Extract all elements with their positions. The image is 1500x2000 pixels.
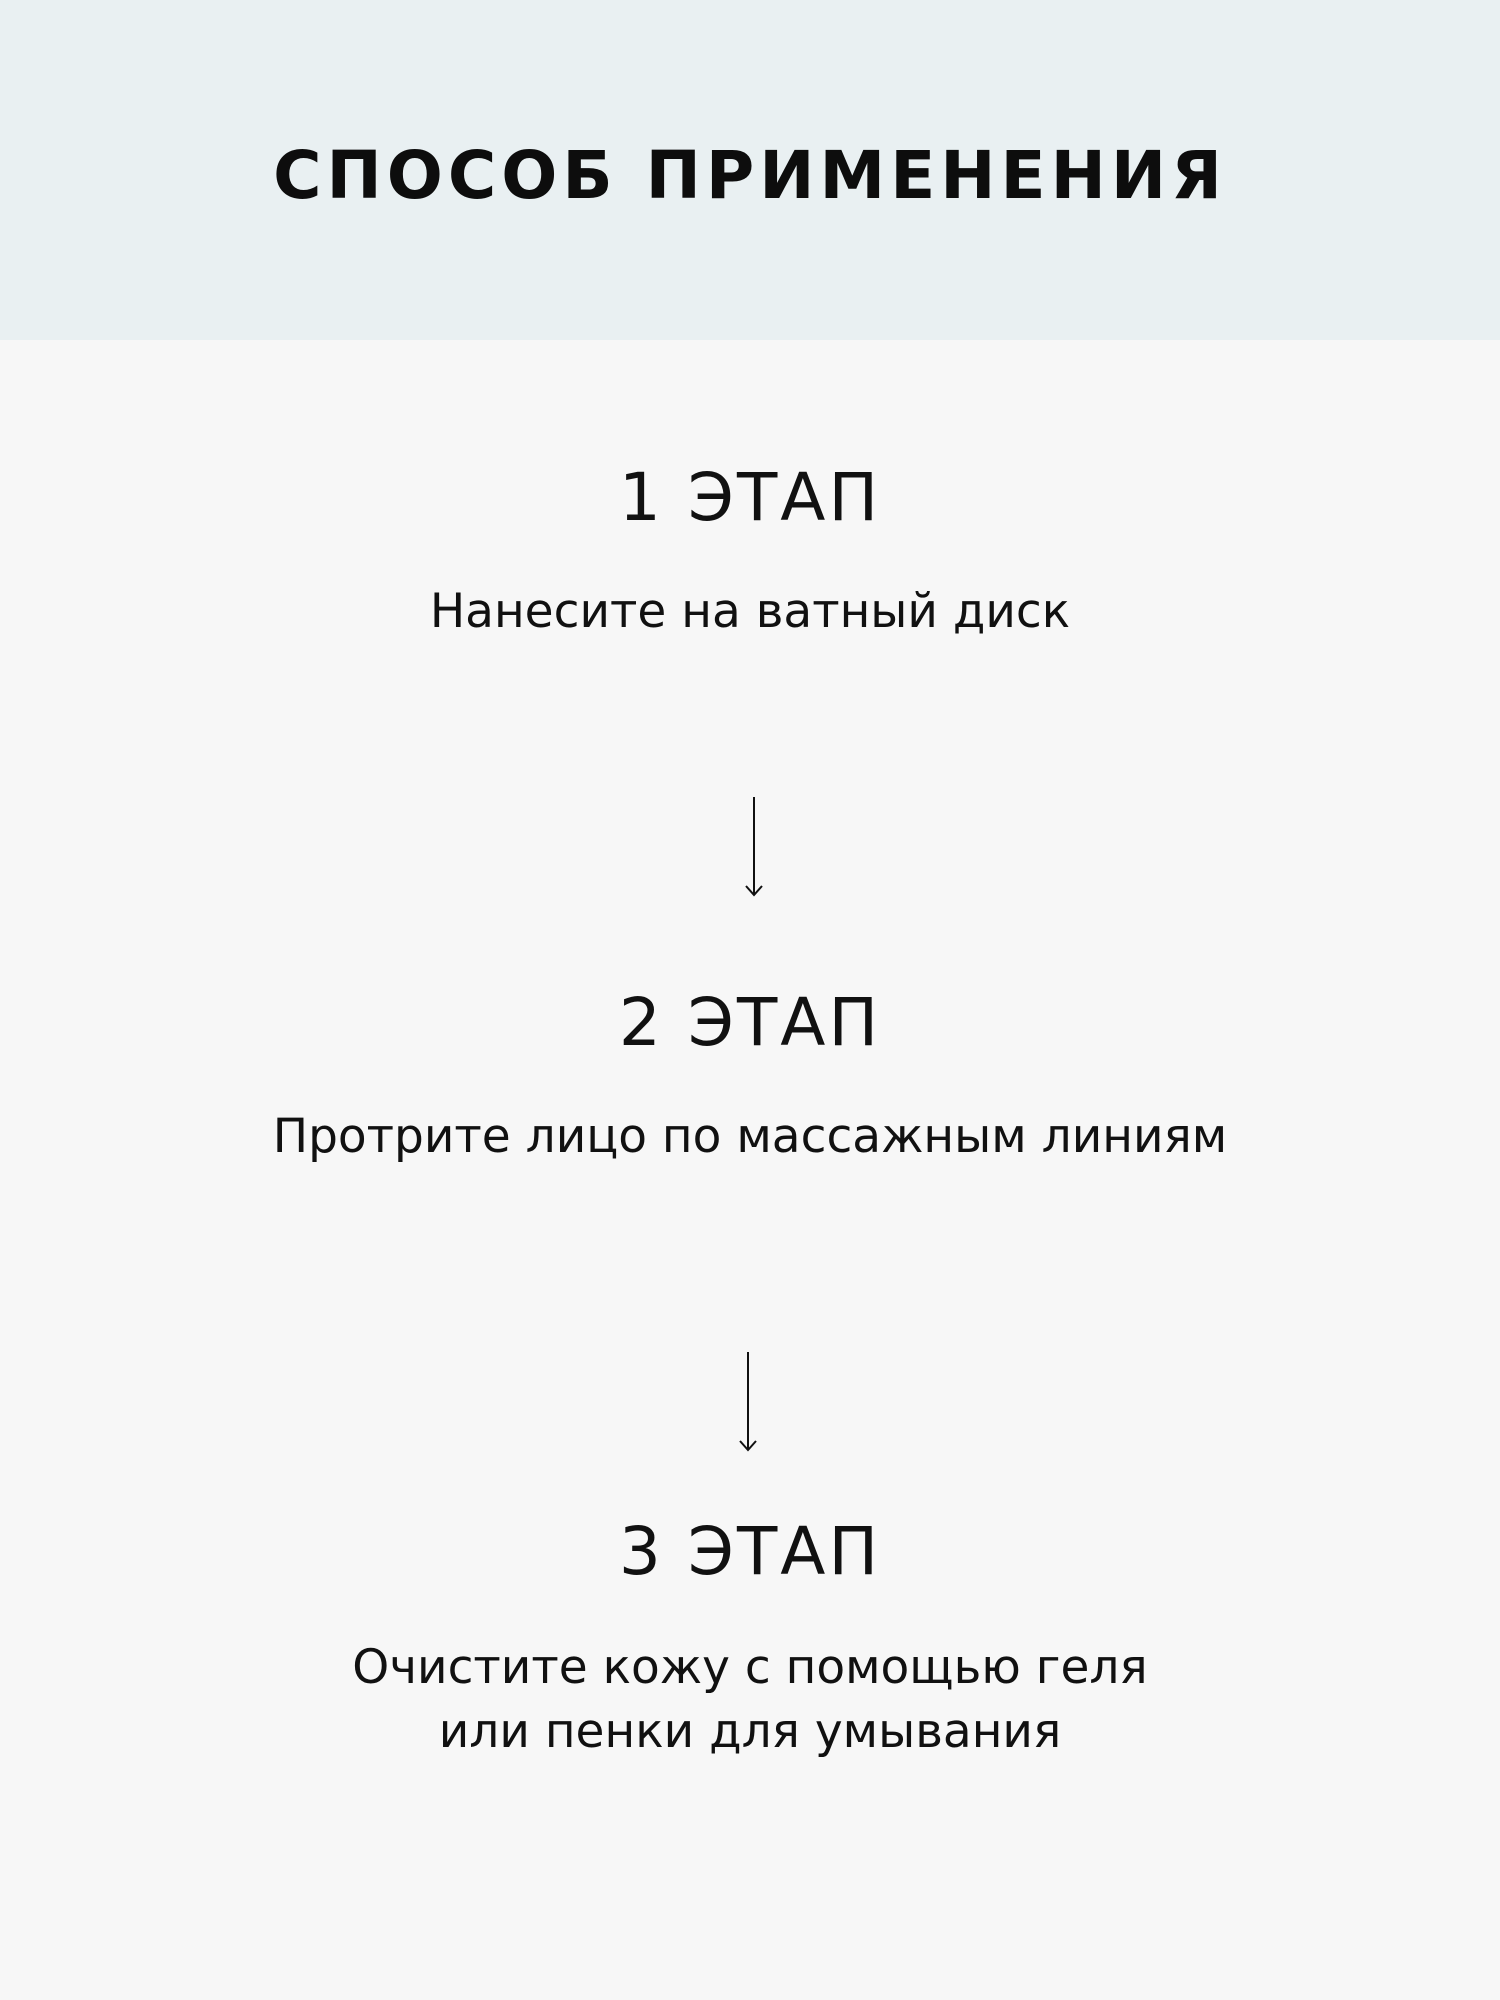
step-3-title: 3 ЭТАП (618, 1513, 882, 1590)
step-2-title: 2 ЭТАП (618, 984, 882, 1061)
step-1-title: 1 ЭТАП (618, 459, 882, 536)
step-1-text: Нанесите на ватный диск (429, 584, 1071, 639)
page-title: СПОСОБ ПРИМЕНЕНИЯ (273, 137, 1227, 214)
step-3-text-line-1: Очистите кожу с помощью геля (352, 1640, 1148, 1695)
step-2-text: Протрите лицо по массажным линиям (272, 1109, 1228, 1164)
step-3-text-line-2: или пенки для умывания (438, 1704, 1062, 1759)
arrow-down-icon (734, 795, 774, 905)
arrow-down-icon (728, 1350, 768, 1460)
header-banner (0, 0, 1500, 340)
